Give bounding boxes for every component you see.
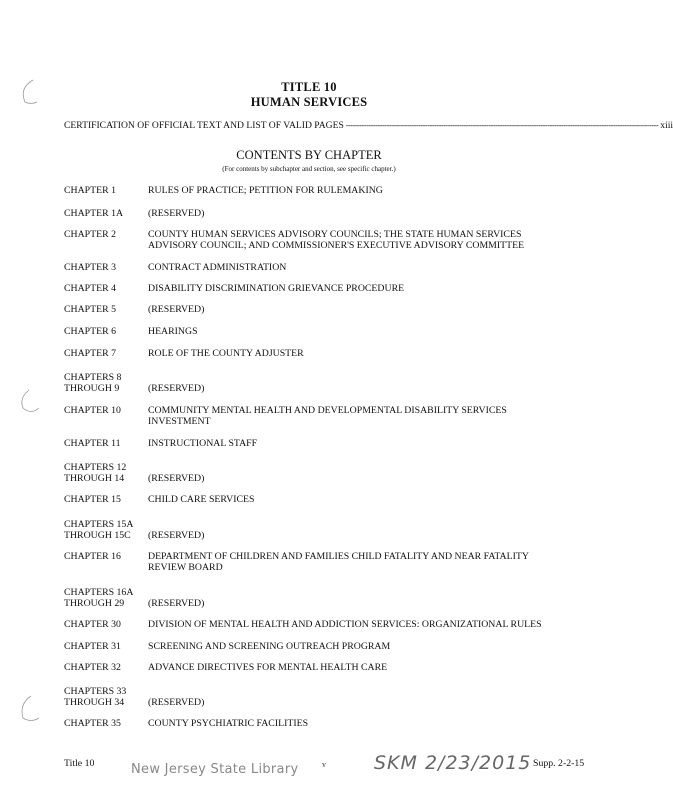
chapter-label: CHAPTERS 12 [64, 462, 127, 473]
chapter-title: SCREENING AND SCREENING OUTREACH PROGRAM [148, 641, 391, 652]
certification-line [64, 120, 673, 134]
chapter-label: CHAPTER 1 [64, 185, 116, 196]
chapter-title: (RESERVED) [148, 598, 205, 609]
chapter-label: CHAPTER 1A [64, 208, 124, 219]
document-subtitle: HUMAN SERVICES [250, 95, 368, 109]
chapter-title: DIVISION OF MENTAL HEALTH AND ADDICTION SERVICES: ORGANIZATIONAL RULES [148, 619, 542, 630]
chapter-title: ROLE OF THE COUNTY ADJUSTER [148, 348, 304, 359]
library-stamp: New Jersey State Library [131, 762, 299, 777]
footer-title: Title 10 [64, 758, 95, 769]
chapter-label-range: THROUGH 15C [64, 530, 131, 541]
chapter-label: CHAPTER 11 [64, 438, 121, 449]
dot-leader: ------------------------------------------------------------------------------------------------------------------------------------------ [345, 121, 659, 130]
chapter-title: (RESERVED) [148, 530, 205, 541]
footer-page-mark: v [322, 760, 326, 769]
chapter-label: CHAPTER 3 [64, 262, 116, 273]
chapter-label: CHAPTER 31 [64, 641, 121, 652]
chapter-title: DISABILITY DISCRIMINATION GRIEVANCE PROCEDURE [148, 283, 405, 294]
chapter-label: CHAPTER 30 [64, 619, 121, 630]
chapter-title: CHILD CARE SERVICES [148, 494, 255, 505]
chapter-title: RULES OF PRACTICE; PETITION FOR RULEMAKING [148, 185, 383, 196]
chapter-label: CHAPTERS 15A [64, 519, 134, 530]
contents-heading: CONTENTS BY CHAPTER [236, 148, 382, 162]
chapter-title: (RESERVED) [148, 383, 205, 394]
chapter-label: CHAPTER 35 [64, 718, 121, 729]
chapter-label-range: THROUGH 34 [64, 697, 125, 708]
document-title: TITLE 10 [281, 80, 337, 94]
chapter-label: CHAPTERS 16A [64, 587, 134, 598]
chapter-label: CHAPTER 7 [64, 348, 116, 359]
chapter-label: CHAPTERS 33 [64, 686, 127, 697]
supplement-date: Supp. 2-2-15 [533, 758, 585, 769]
chapter-label: CHAPTER 32 [64, 662, 121, 673]
chapter-label: CHAPTER 5 [64, 304, 116, 315]
chapter-title: (RESERVED) [148, 473, 205, 484]
chapter-title: COUNTY PSYCHIATRIC FACILITIES [148, 718, 309, 729]
chapter-label: CHAPTER 2 [64, 229, 116, 240]
chapter-label: CHAPTERS 8 [64, 372, 122, 383]
chapter-title: COUNTY HUMAN SERVICES ADVISORY COUNCILS; THE STATE HUMAN SERVICES ADVISORY COUNCIL; AND COMMISSIONER'S EXECUTIVE ADVISORY COMMITTEE [148, 229, 525, 251]
chapter-label: CHAPTER 6 [64, 326, 116, 337]
chapter-title: COMMUNITY MENTAL HEALTH AND DEVELOPMENTAL DISABILITY SERVICES INVESTMENT [148, 405, 507, 427]
chapter-label: CHAPTER 4 [64, 283, 116, 294]
contents-note: (For contents by subchapter and section, see specific chapter.) [222, 165, 396, 173]
chapter-label-range: THROUGH 9 [64, 383, 120, 394]
chapter-title: ADVANCE DIRECTIVES FOR MENTAL HEALTH CARE [148, 662, 388, 673]
chapter-title: (RESERVED) [148, 304, 205, 315]
binding-hole-mark-middle [15, 388, 45, 416]
chapter-title: DEPARTMENT OF CHILDREN AND FAMILIES CHILD FATALITY AND NEAR FATALITY REVIEW BOARD [148, 551, 529, 573]
chapter-title: HEARINGS [148, 326, 198, 337]
chapter-title: (RESERVED) [148, 697, 205, 708]
chapter-label: CHAPTER 10 [64, 405, 121, 416]
handwritten-signature: SKM 2/23/2015 [374, 752, 532, 774]
chapter-title: (RESERVED) [148, 208, 205, 219]
certification-page: xiii [660, 120, 673, 131]
certification-text: CERTIFICATION OF OFFICIAL TEXT AND LIST OF VALID PAGES [64, 120, 344, 131]
chapter-label: CHAPTER 16 [64, 551, 121, 562]
chapter-title: INSTRUCTIONAL STAFF [148, 438, 258, 449]
chapter-label-range: THROUGH 29 [64, 598, 125, 609]
binding-hole-mark-bottom [15, 694, 45, 724]
chapter-label: CHAPTER 15 [64, 494, 121, 505]
chapter-label-range: THROUGH 14 [64, 473, 125, 484]
chapter-title: CONTRACT ADMINISTRATION [148, 262, 287, 273]
